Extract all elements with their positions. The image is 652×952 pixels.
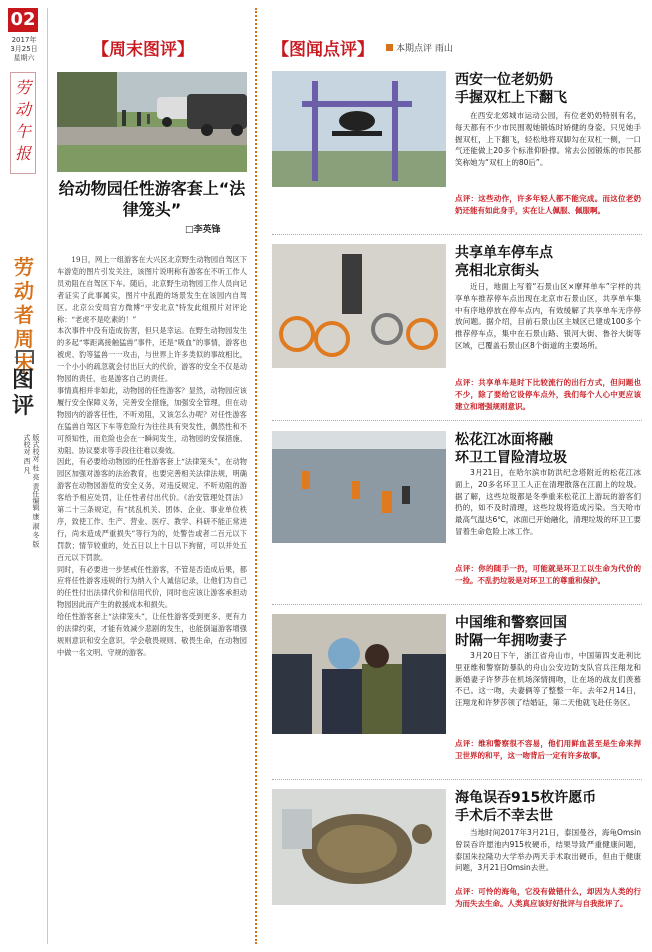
item-separator: [272, 779, 642, 780]
news-title-5-line2: 手术后不幸去世: [455, 808, 553, 824]
news-comment-3: 点评：你的随手一扔，可能就是环卫工以生命为代价的一捡。不乱扔垃圾是对环卫工的尊重和保护。: [455, 564, 641, 585]
news-body-1: 在西安北郊城市运动公园，有位老奶奶特别有名，每天都有不少市民围观她锻炼时矫健的身姿。只见她手握双杠，上下翻飞，轻松地将双脚勾在双杠一侧，一口气还能做上20多个标准仰卧撑。常去公园锻炼的市民都笑称她为“双杠上的80后”。: [455, 111, 641, 168]
news-comment-2: 点评：共享单车是时下比较流行的出行方式，但问题也不少，除了要给它设停车点外，我们每个人心中更应该建立和增强规则意识。: [455, 378, 641, 411]
section-title: 劳动者周末: [14, 255, 34, 375]
news-body-4: 3月20日下午，浙江省舟山市，中国第四支赴利比里亚维和警察防暴队的舟山公安边防支队官兵汪翔龙和新婚妻子许梦莎在机场深情拥吻，让在场的战友们羡慕不已。这一吻，夫妻俩等了整整一年。去年2月14日，汪翔龙和许梦莎领了结婚证，第二天他就飞赴任务区。: [455, 651, 641, 708]
column-divider-dotted: [255, 8, 257, 944]
issue-date: [4, 36, 44, 63]
date-weekday: 星期六: [13, 54, 35, 62]
page-number: 02: [8, 8, 38, 32]
article-byline: □李英锋: [185, 225, 221, 235]
editor-credits: 版式校对 杜 亮 责任编辑 康 淑 冬 版式校对 西 凡: [23, 434, 40, 548]
news-title-3-line1: 松花江冰面将融: [455, 432, 553, 448]
article-body: 19日，网上一组游客在大兴区北京野生动物园自驾区下车游览的图片引发关注，该图片说明称有游客在不听工作人员劝阻在自驾区下车。随后，北京野生动物园工作人员向记者证实了此事属实，图片中乱跑的场景发生在该园内自驾区。北京公安局官方微博“平安北京”特发此组照片对评论称：“老虎不是吃素的！” 本次事件中没有造成伤害，但只是幸运。在野生动物园发生的多起“零距离接触猛兽”事件，还是“吸血”的事情，游客也被虎、豹等猛兽一一攻击，与世界上许多类似的事故相比，一个小小的疏忽就会付出巨大的代价，游客的安全不仅是动物园的责任，也是游客自己的责任。 事情真相并非如此，动物园的任性游客？显然，动物园应该履行安全保障义务，完善安全措施，加强安全管理，但在动物园内的游客任性，不听劝阻，又该怎么办呢？对任性游客在猛兽自驾区下车等危险行为往往具有突发性，偶然性和不可预知性，而危险也会在一瞬间发生，动物园的安保措施、劝阻、协议要求等手段往往难以奏效。 因此，有必要给动物园的任性游客套上“法律笼头”，在动物园区加强对游客的法治教育，也要完善相关法律法规，明确游客在动物园游览的安全义务，对违反规定、不听劝阻的游客给予相应处罚，让任性者付出代价。《治安管理处罚法》第二十三条规定，有“扰乱机关、团体、企业、事业单位秩序，致使工作、生产、营业、医疗、教学、科研不能正常进行，尚未造成严重损失”等行为的，处警告或者二百元以下罚款；情节较重的，处五日以上十日以下拘留，可以并处五百元以下罚款。 同时，有必要进一步惩戒任性游客，不管是否造成后果，都应将任性游客违规的行为纳入个人诚信记录，让他们为自己的任性付出法律代价和信用代价，同时也应该让游客承担动物园因此而产生的救援成本和损失。 给任性游客套上“法律笼头”，让任性游客受到更多、更有力的法律约束，才能有效减少悲剧的发生，也能倒逼游客增强规则意识和安全意识，学会敬畏规则、敬畏生命，在动物园中做一名文明、守规的游客。: [57, 255, 247, 657]
masthead-logo: [10, 72, 36, 174]
news-photo-4: [272, 614, 446, 734]
sidebar: [0, 0, 46, 952]
column1-header: 【周末图评】: [92, 40, 194, 60]
news-title-2-line2: 亮相北京街头: [455, 263, 539, 279]
news-title-4-line1: 中国维和警察回国: [455, 615, 567, 631]
news-photo-2: [272, 244, 446, 368]
section-subtitle: 图评: [11, 368, 34, 419]
news-title-3: [455, 431, 645, 467]
news-photo-1: [272, 71, 446, 187]
shared-bikes-illustration: [272, 244, 446, 368]
news-title-3-line2: 环卫工冒险清垃圾: [455, 450, 567, 466]
date-year: 2017年: [11, 36, 37, 44]
news-title-1-line1: 西安一位老奶奶: [455, 72, 553, 88]
river-cleanup-illustration: [272, 431, 446, 543]
news-title-2-line1: 共享单车停车点: [455, 245, 553, 261]
news-title-2: [455, 244, 645, 280]
section-divider: [16, 350, 34, 364]
news-body-5: 当地时间2017年3月21日，泰国曼谷，海龟Omsin曾误吞许愿池内915枚硬币，结果导致严重健康问题，泰国朱拉隆功大学举办两天手术取出硬币，但由于健康问题，3月21日Omsin去世。: [455, 828, 641, 873]
sea-turtle-illustration: [272, 789, 446, 905]
masthead-text: 劳动午报: [14, 78, 31, 163]
zoo-photo: [57, 72, 247, 172]
news-photo-3: [272, 431, 446, 543]
news-title-1-line2: 手握双杠上下翻飞: [455, 90, 567, 106]
news-body-3: 3月21日，在哈尔滨市防洪纪念塔附近的松花江冰面上，20多名环卫工人正在清理散落在江面上的垃圾。据了解，这些垃圾都是冬季重来松花江上游玩的游客们扔的，如不及时清理，这些垃圾将造成污染。当天哈市最高气温达6℃，冰面已开始融化，清理垃圾的环卫工要冒着生命危险上冰工作。: [455, 468, 641, 536]
news-title-5: [455, 789, 645, 825]
news-title-4-line2: 时隔一年拥吻妻子: [455, 633, 567, 649]
article-headline: 给动物园任性游客套上“法律笼头”: [58, 179, 246, 219]
peacekeeper-embrace-illustration: [272, 614, 446, 734]
news-comment-4: 点评：维和警察很不容易，他们用鲜血甚至是生命来捍卫世界的和平，这一吻背后一定有许多故事。: [455, 739, 641, 760]
column-divider: [47, 8, 48, 944]
date-day: 3月25日: [10, 45, 38, 53]
zoo-photo-illustration: [57, 72, 247, 172]
editor-line-text: 本期点评 雨山: [396, 44, 453, 54]
column2-header: 【图闻点评】: [272, 40, 374, 60]
item-separator: [272, 604, 642, 605]
orange-square-icon: [386, 44, 393, 51]
item-separator: [272, 420, 642, 421]
item-separator: [272, 234, 642, 235]
news-photo-5: [272, 789, 446, 905]
news-title-4: [455, 614, 645, 650]
news-title-5-line1: 海龟误吞915枚许愿币: [455, 790, 597, 806]
editor-line: [386, 41, 453, 54]
news-comment-1: 点评：这些动作，许多年轻人都不能完成。而这位老奶奶还能有如此身手，实在让人佩服、佩服啊。: [455, 194, 641, 215]
gymnast-grandma-illustration: [272, 71, 446, 187]
news-title-1: [455, 71, 645, 107]
news-comment-5: 点评：可怜的海龟，它没有做错什么，却因为人类的行为而失去生命。人类真应该好好批评与自我批评了。: [455, 887, 641, 908]
news-body-2: 近日，地面上写着“石景山区×摩拜单车”字样的共享单车推荐停车点出现在北京市石景山区，共享单车集中有序地停放在停车点内，有效缓解了共享单车无序停放问题。据介绍，目前石景山区主城区已建成100多个推荐停车点，集中在石景山路、银河大街、鲁谷大街等区域，已覆盖石景山区8个街道的主要场所。: [455, 282, 641, 350]
